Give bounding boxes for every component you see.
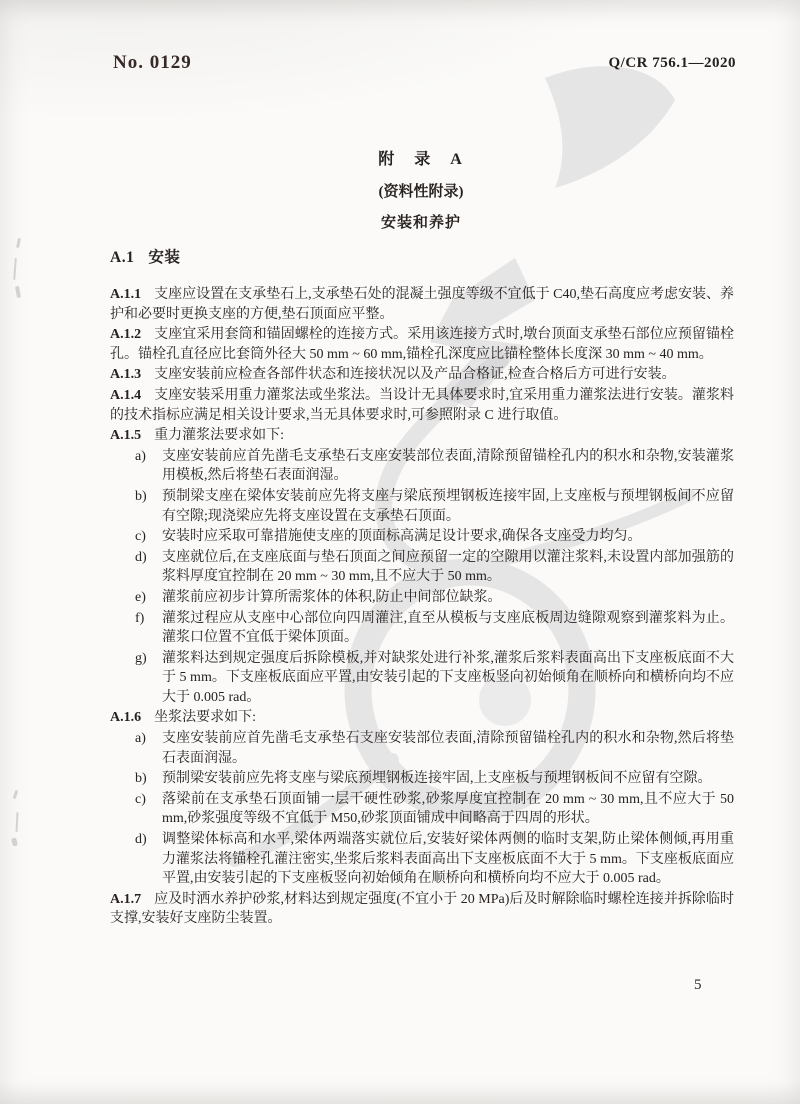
list-item-A.1.5-b (110, 487, 734, 526)
clause-label: A.1.7 (110, 891, 142, 907)
clause-label: A.1.6 (110, 710, 142, 726)
list-item-A.1.5-e (110, 588, 734, 608)
clause-label: A.1.2 (110, 327, 142, 343)
section-title: 安装 (148, 249, 181, 266)
section-number: A.1 (110, 249, 135, 266)
list-item-A.1.6-d (110, 830, 734, 889)
clause-label: A.1.1 (110, 287, 142, 302)
clause-A.1.1 (110, 285, 734, 324)
list-item-label: g) (135, 650, 147, 666)
clause-label: A.1.3 (110, 367, 142, 383)
list-item-label: d) (135, 549, 147, 565)
doc-number: No. 0129 (113, 52, 192, 73)
clause-text: 坐浆法要求如下: (154, 710, 257, 726)
list-item-A.1.5-d (110, 548, 734, 587)
clause-text: 支座宜采用套筒和锚固螺栓的连接方式。采用该连接方式时,墩台顶面支承垫石部位应预留锚栓孔。锚栓孔直径应比套筒外径大 50 mm ~ 60 mm,锚栓孔深度应比锚栓整体长度深 30 mm ~ 40 mm。 (110, 327, 734, 362)
list-item-label: b) (135, 488, 147, 504)
list-item-label: f) (135, 610, 145, 626)
appendix-title-line: 附 录 A (378, 151, 464, 168)
list-item-A.1.6-b (110, 769, 734, 789)
list-item-text: 预制梁安装前应先将支座与梁底预埋钢板连接牢固,上支座板与预埋钢板间不应留有空隙。 (162, 771, 712, 787)
appendix-name: 安装和养护 (380, 215, 461, 231)
clause-A.1.3 (110, 365, 734, 385)
list-item-label: e) (135, 589, 146, 605)
list-item-text: 灌浆前应初步计算所需浆体的体积,防止中间部位缺浆。 (162, 589, 502, 605)
list-item-A.1.6-c (110, 790, 734, 829)
list-item-text: 支座安装前应首先凿毛支承垫石支座安装部位表面,清除预留锚栓孔内的积水和杂物,然后将垫石表面润湿。 (162, 731, 734, 766)
list-item-text: 落梁前在支承垫石顶面铺一层干硬性砂浆,砂浆厚度宜控制在 20 mm ~ 30 mm,且不应大于 50 mm,砂浆强度等级不宜低于 M50,砂浆顶面铺成中间略高于四周的形状。 (162, 791, 734, 827)
list-item-text: 支座安装前应首先凿毛支承垫石支座安装部位表面,清除预留锚栓孔内的积水和杂物,安装灌浆用模板,然后将垫石表面润湿。 (162, 448, 734, 484)
clause-label: A.1.4 (110, 387, 142, 403)
list-item-label: c) (135, 791, 146, 807)
list-item-label: d) (135, 832, 147, 848)
clause-text: 应及时洒水养护砂浆,材料达到规定强度(不宜小于 20 MPa)后及时解除临时螺栓连接并拆除临时支撑,安装好支座防尘装置。 (110, 891, 734, 927)
list-item-text: 调整梁体标高和水平,梁体两端落实就位后,安装好梁体两侧的临时支架,防止梁体侧倾,再用重力灌浆法将锚栓孔灌注密实,坐浆后浆料表面高出下支座板底面不大于 5 mm。下支座板底面应平置,由安装引起的下支座板竖向初始倾角在顺桥向和横桥向均不应大于 0.005 rad。 (162, 832, 734, 887)
list-item-text: 灌浆过程应从支座中心部位向四周灌注,直至从模板与支座底板周边缝隙观察到灌浆料为止。灌浆口位置不宜低于梁体顶面。 (162, 610, 734, 646)
appendix-title (110, 146, 732, 232)
page-number: 5 (694, 977, 702, 993)
clause-label: A.1.5 (110, 428, 142, 444)
list-item-A.1.5-g (110, 649, 734, 708)
margin-mark (15, 812, 18, 832)
appendix-subtitle: (资料性附录) (378, 184, 464, 200)
list-item-A.1.5-c (110, 527, 734, 547)
margin-mark (16, 238, 21, 248)
clause-A.1.2 (110, 325, 734, 364)
list-item-text: 灌浆料达到规定强度后拆除模板,并对缺浆处进行补浆,灌浆后浆料表面高出下支座板底面不大于 5 mm。下支座板底面应平置,由安装引起的下支座板竖向初始倾角在顺桥向和横桥向均不应大于 0.005 rad。 (162, 650, 734, 705)
margin-mark (11, 838, 18, 847)
scan-margin-marks (0, 0, 40, 1104)
clause-A.1.6 (110, 708, 734, 728)
clause-A.1.4 (110, 386, 734, 425)
list-item-label: a) (135, 448, 146, 464)
clause-A.1.5 (110, 426, 734, 446)
clause-text: 支座安装前应检查各部件状态和连接状况以及产品合格证,检查合格后方可进行安装。 (154, 367, 676, 383)
clause-text: 支座应设置在支承垫石上,支承垫石处的混凝土强度等级不宜低于 C40,垫石高度应考虑安装、养护和必要时更换支座的方便,垫石顶面应平整。 (110, 287, 734, 322)
standard-number: Q/CR 756.1—2020 (608, 55, 736, 71)
list-item-A.1.5-a (110, 447, 734, 486)
clause-text: 重力灌浆法要求如下: (154, 428, 285, 444)
list-item-label: c) (135, 529, 146, 545)
clause-A.1.7 (110, 890, 734, 929)
section-heading (110, 245, 180, 267)
list-item-label: a) (135, 731, 146, 747)
margin-mark (15, 286, 21, 299)
margin-mark (13, 258, 17, 280)
list-item-text: 预制梁支座在梁体安装前应先将支座与梁底预埋钢板连接牢固,上支座板与预埋钢板间不应留有空隙;现浇梁应先将支座设置在支承垫石顶面。 (162, 488, 734, 524)
list-item-A.1.6-a (110, 729, 734, 768)
list-item-label: b) (135, 771, 147, 787)
list-item-text: 支座就位后,在支座底面与垫石顶面之间应预留一定的空隙用以灌注浆料,未设置内部加强筋的浆料厚度宜控制在 20 mm ~ 30 mm,且不应大于 50 mm。 (162, 549, 734, 585)
list-item-A.1.5-f (110, 609, 734, 648)
list-item-text: 安装时应采取可靠措施使支座的顶面标高满足设计要求,确保各支座受力均匀。 (162, 529, 642, 545)
margin-mark (13, 790, 19, 799)
clause-text: 支座安装采用重力灌浆法或坐浆法。当设计无具体要求时,宜采用重力灌浆法进行安装。灌浆料的技术指标应满足相关设计要求,当无具体要求时,可参照附录 C 进行取值。 (110, 387, 734, 423)
clauses-container (110, 285, 734, 930)
